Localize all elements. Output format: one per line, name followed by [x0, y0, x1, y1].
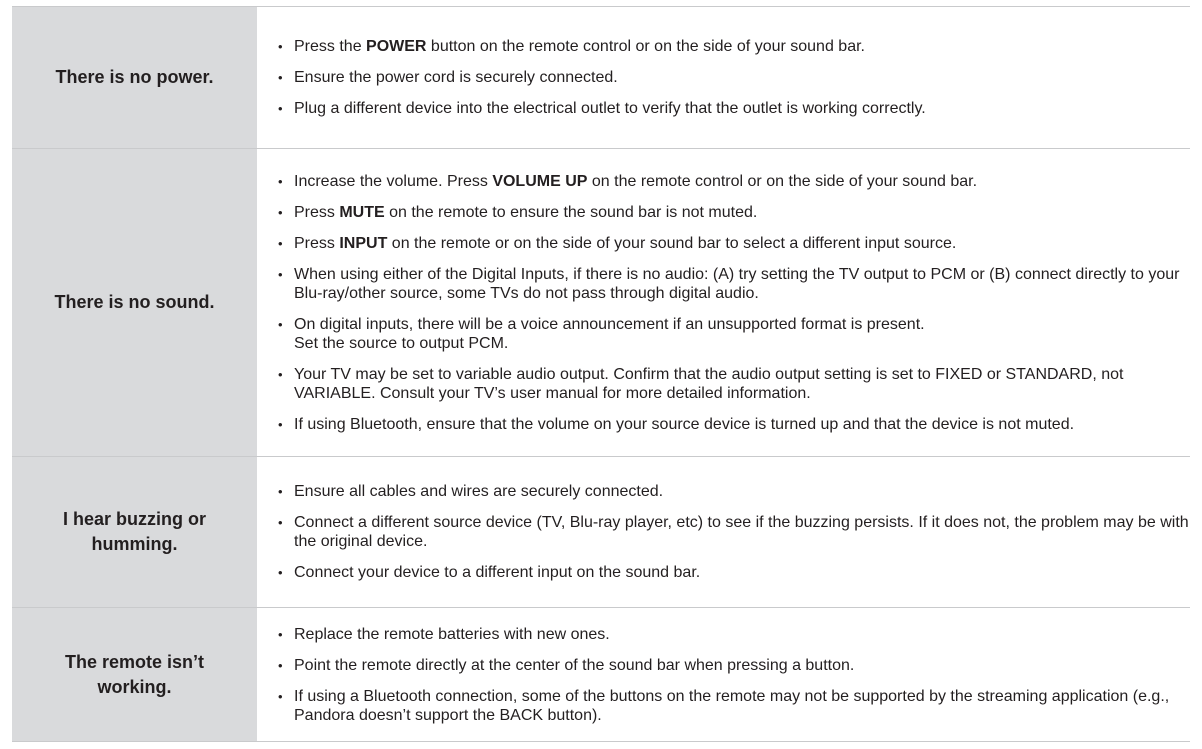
list-item: • Your TV may be set to variable audio output. Confirm that the audio output setting is set to FIXED or STANDARD, not VARIABLE. Consult your TV’s user manual for more detailed information. — [278, 365, 1124, 402]
list-item: • Press MUTE on the remote to ensure the sound bar is not muted. — [278, 203, 758, 221]
table-row-no-sound — [12, 149, 1190, 457]
list-item: • Plug a different device into the electrical outlet to verify that the outlet is working correctly. — [278, 100, 926, 117]
bullet-icon: • — [278, 484, 283, 499]
table-row-remote — [12, 608, 1190, 742]
list-item: • Ensure all cables and wires are securely connected. — [278, 483, 664, 500]
solution-list — [257, 457, 1190, 607]
table-row-no-power — [12, 7, 1190, 149]
list-item: • Press the POWER button on the remote control or on the side of your sound bar. — [278, 38, 865, 55]
bullet-icon: • — [278, 316, 283, 332]
table-row-buzzing — [12, 457, 1190, 608]
solution-list — [257, 7, 1190, 148]
bullet-icon: • — [278, 416, 283, 432]
bullet-icon: • — [278, 515, 283, 530]
list-item: • Point the remote directly at the center of the sound bar when pressing a button. — [278, 656, 855, 674]
list-item: • On digital inputs, there will be a voice announcement if an unsupported format is present. Set the source to output PCM. — [278, 315, 925, 352]
bullet-icon: • — [278, 688, 283, 704]
list-item: • If using Bluetooth, ensure that the volume on your source device is turned up and that the device is not muted. — [278, 415, 1075, 433]
issue-label: I hear buzzing or humming. — [12, 457, 257, 607]
bullet-icon: • — [278, 657, 283, 673]
issue-label: The remote isn’t working. — [12, 608, 257, 741]
list-item: • Press INPUT on the remote or on the side of your sound bar to select a different input source. — [278, 234, 957, 252]
issue-label: There is no sound. — [12, 149, 257, 456]
troubleshooting-table — [12, 6, 1190, 742]
solution-list — [257, 608, 1190, 741]
bullet-icon: • — [278, 70, 283, 85]
bullet-icon: • — [278, 235, 283, 251]
solution-list — [257, 149, 1190, 456]
list-item: • Connect your device to a different input on the sound bar. — [278, 564, 701, 581]
bullet-icon: • — [278, 565, 283, 580]
bullet-icon: • — [278, 39, 283, 54]
list-item: • Increase the volume. Press VOLUME UP on the remote control or on the side of your sound bar. — [278, 172, 978, 190]
bullet-icon: • — [278, 204, 283, 220]
list-item: • If using a Bluetooth connection, some of the buttons on the remote may not be supported by the streaming application (e.g., Pandora doesn’t support the BACK button). — [278, 687, 1170, 724]
bullet-icon: • — [278, 173, 283, 189]
bullet-icon: • — [278, 626, 283, 642]
list-item: • Replace the remote batteries with new ones. — [278, 625, 610, 643]
list-item: • Connect a different source device (TV, Blu-ray player, etc) to see if the buzzing persists. If it does not, the problem may be with the original device. — [278, 514, 1189, 550]
list-item: • When using either of the Digital Inputs, if there is no audio: (A) try setting the TV output to PCM or (B) connect directly to your Blu-ray/other source, some TVs do not pass through digital audio. — [278, 265, 1180, 302]
bullet-icon: • — [278, 366, 283, 382]
issue-label: There is no power. — [12, 7, 257, 148]
bullet-icon: • — [278, 101, 283, 116]
bullet-icon: • — [278, 266, 283, 282]
list-item: • Ensure the power cord is securely connected. — [278, 69, 618, 86]
